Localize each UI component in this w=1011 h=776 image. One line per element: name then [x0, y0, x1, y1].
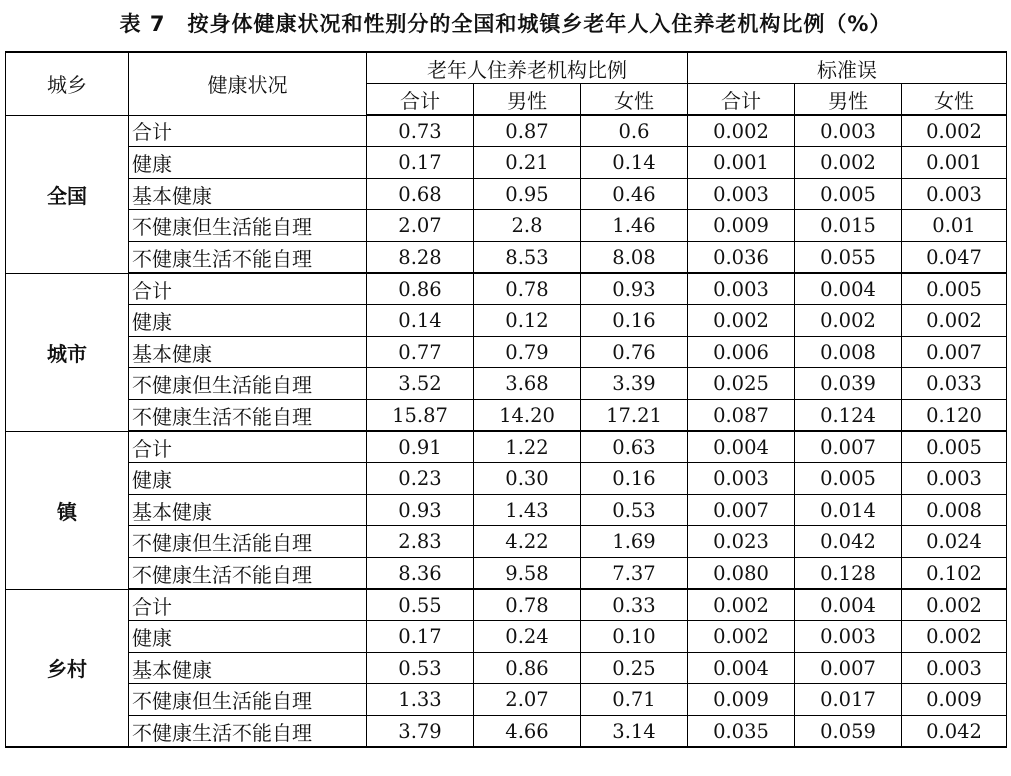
value-cell: 0.005: [795, 463, 902, 495]
value-cell: 3.79: [367, 715, 474, 747]
value-cell: 0.10: [581, 621, 688, 653]
value-cell: 0.120: [902, 400, 1007, 432]
value-cell: 17.21: [581, 400, 688, 432]
value-cell: 3.52: [367, 368, 474, 400]
value-cell: 1.33: [367, 684, 474, 716]
value-cell: 0.009: [688, 684, 795, 716]
header-group-se: 标准误: [688, 52, 1007, 84]
value-cell: 0.002: [795, 305, 902, 337]
value-cell: 0.001: [902, 147, 1007, 179]
value-cell: 0.004: [795, 273, 902, 305]
region-group: [6, 115, 1007, 273]
value-cell: 0.93: [367, 494, 474, 526]
header-col: 女性: [902, 84, 1007, 116]
value-cell: 0.93: [581, 273, 688, 305]
value-cell: 8.36: [367, 558, 474, 590]
value-cell: 3.14: [581, 715, 688, 747]
table-row: [6, 400, 1007, 432]
value-cell: 8.28: [367, 242, 474, 274]
value-cell: 2.8: [474, 210, 581, 242]
value-cell: 0.53: [581, 494, 688, 526]
value-cell: 0.79: [474, 336, 581, 368]
value-cell: 0.002: [688, 115, 795, 147]
value-cell: 0.68: [367, 178, 474, 210]
table-header: [6, 52, 1007, 115]
status-cell: 基本健康: [129, 178, 367, 210]
status-cell: 不健康生活不能自理: [129, 715, 367, 747]
value-cell: 2.07: [367, 210, 474, 242]
value-cell: 0.005: [902, 431, 1007, 463]
value-cell: 0.007: [795, 431, 902, 463]
table-row: [6, 494, 1007, 526]
value-cell: 0.77: [367, 336, 474, 368]
value-cell: 0.30: [474, 463, 581, 495]
status-cell: 合计: [129, 431, 367, 463]
region-group: [6, 431, 1007, 589]
region-cell: 乡村: [6, 589, 129, 747]
value-cell: 0.14: [581, 147, 688, 179]
value-cell: 0.6: [581, 115, 688, 147]
value-cell: 0.024: [902, 526, 1007, 558]
value-cell: 0.16: [581, 463, 688, 495]
status-cell: 健康: [129, 305, 367, 337]
value-cell: 3.68: [474, 368, 581, 400]
value-cell: 0.002: [688, 305, 795, 337]
value-cell: 1.46: [581, 210, 688, 242]
status-cell: 不健康但生活能自理: [129, 210, 367, 242]
value-cell: 0.003: [902, 178, 1007, 210]
header-col: 男性: [795, 84, 902, 116]
value-cell: 1.22: [474, 431, 581, 463]
value-cell: 0.01: [902, 210, 1007, 242]
value-cell: 0.008: [902, 494, 1007, 526]
value-cell: 0.007: [688, 494, 795, 526]
value-cell: 0.008: [795, 336, 902, 368]
value-cell: 0.042: [795, 526, 902, 558]
value-cell: 0.14: [367, 305, 474, 337]
value-cell: 0.003: [688, 463, 795, 495]
value-cell: 0.003: [902, 463, 1007, 495]
value-cell: 0.17: [367, 621, 474, 653]
table-row: [6, 715, 1007, 747]
value-cell: 9.58: [474, 558, 581, 590]
value-cell: 0.009: [688, 210, 795, 242]
table-row: [6, 178, 1007, 210]
value-cell: 0.033: [902, 368, 1007, 400]
data-table: [5, 51, 1007, 748]
value-cell: 0.002: [902, 589, 1007, 621]
table-title: 表 7 按身体健康状况和性别分的全国和城镇乡老年人入住养老机构比例（%）: [119, 12, 892, 36]
value-cell: 0.002: [902, 305, 1007, 337]
value-cell: 0.014: [795, 494, 902, 526]
value-cell: 0.035: [688, 715, 795, 747]
value-cell: 0.55: [367, 589, 474, 621]
value-cell: 14.20: [474, 400, 581, 432]
table-row: [6, 115, 1007, 147]
value-cell: 0.17: [367, 147, 474, 179]
value-cell: 0.73: [367, 115, 474, 147]
status-cell: 健康: [129, 147, 367, 179]
value-cell: 0.059: [795, 715, 902, 747]
status-cell: 健康: [129, 621, 367, 653]
region-group: [6, 589, 1007, 747]
value-cell: 0.21: [474, 147, 581, 179]
value-cell: 0.25: [581, 652, 688, 684]
table-row: [6, 305, 1007, 337]
value-cell: 0.080: [688, 558, 795, 590]
region-cell: 全国: [6, 115, 129, 273]
value-cell: 0.86: [367, 273, 474, 305]
status-cell: 不健康生活不能自理: [129, 558, 367, 590]
header-col: 合计: [367, 84, 474, 116]
status-cell: 基本健康: [129, 336, 367, 368]
table-row: [6, 336, 1007, 368]
table-row: [6, 621, 1007, 653]
status-cell: 基本健康: [129, 652, 367, 684]
value-cell: 0.91: [367, 431, 474, 463]
header-group-ratio: 老年人住养老机构比例: [367, 52, 688, 84]
region-cell: 城市: [6, 273, 129, 431]
table-row: [6, 684, 1007, 716]
status-cell: 合计: [129, 589, 367, 621]
value-cell: 0.005: [795, 178, 902, 210]
value-cell: 0.003: [795, 621, 902, 653]
header-status: 健康状况: [129, 52, 367, 115]
value-cell: 0.003: [795, 115, 902, 147]
value-cell: 0.102: [902, 558, 1007, 590]
table-row: [6, 526, 1007, 558]
value-cell: 0.055: [795, 242, 902, 274]
value-cell: 15.87: [367, 400, 474, 432]
value-cell: 0.025: [688, 368, 795, 400]
table-row: [6, 210, 1007, 242]
value-cell: 0.124: [795, 400, 902, 432]
value-cell: 0.087: [688, 400, 795, 432]
value-cell: 0.047: [902, 242, 1007, 274]
value-cell: 0.005: [902, 273, 1007, 305]
value-cell: 0.036: [688, 242, 795, 274]
value-cell: 0.33: [581, 589, 688, 621]
value-cell: 3.39: [581, 368, 688, 400]
value-cell: 0.86: [474, 652, 581, 684]
status-cell: 基本健康: [129, 494, 367, 526]
value-cell: 0.001: [688, 147, 795, 179]
value-cell: 0.002: [902, 621, 1007, 653]
value-cell: 0.004: [688, 431, 795, 463]
status-cell: 合计: [129, 115, 367, 147]
value-cell: 0.53: [367, 652, 474, 684]
header-col: 合计: [688, 84, 795, 116]
value-cell: 0.16: [581, 305, 688, 337]
status-cell: 不健康但生活能自理: [129, 368, 367, 400]
status-cell: 不健康生活不能自理: [129, 242, 367, 274]
table-row: [6, 273, 1007, 305]
header-region: 城乡: [6, 52, 129, 115]
value-cell: 0.009: [902, 684, 1007, 716]
status-cell: 合计: [129, 273, 367, 305]
value-cell: 0.002: [688, 621, 795, 653]
value-cell: 0.023: [688, 526, 795, 558]
value-cell: 0.76: [581, 336, 688, 368]
table-row: [6, 558, 1007, 590]
value-cell: 0.017: [795, 684, 902, 716]
status-cell: 不健康但生活能自理: [129, 526, 367, 558]
table-row: [6, 463, 1007, 495]
value-cell: 0.002: [688, 589, 795, 621]
value-cell: 4.66: [474, 715, 581, 747]
value-cell: 0.002: [795, 147, 902, 179]
value-cell: 0.12: [474, 305, 581, 337]
value-cell: 0.004: [795, 589, 902, 621]
value-cell: 0.007: [795, 652, 902, 684]
value-cell: 0.039: [795, 368, 902, 400]
region-cell: 镇: [6, 431, 129, 589]
value-cell: 8.53: [474, 242, 581, 274]
table-row: [6, 242, 1007, 274]
value-cell: 4.22: [474, 526, 581, 558]
value-cell: 0.63: [581, 431, 688, 463]
value-cell: 0.78: [474, 589, 581, 621]
value-cell: 0.46: [581, 178, 688, 210]
status-cell: 不健康但生活能自理: [129, 684, 367, 716]
value-cell: 7.37: [581, 558, 688, 590]
value-cell: 0.042: [902, 715, 1007, 747]
header-col: 女性: [581, 84, 688, 116]
table-row: [6, 652, 1007, 684]
value-cell: 0.006: [688, 336, 795, 368]
value-cell: 1.43: [474, 494, 581, 526]
value-cell: 0.004: [688, 652, 795, 684]
table-row: [6, 147, 1007, 179]
value-cell: 2.07: [474, 684, 581, 716]
status-cell: 不健康生活不能自理: [129, 400, 367, 432]
value-cell: 0.007: [902, 336, 1007, 368]
table-row: [6, 368, 1007, 400]
value-cell: 2.83: [367, 526, 474, 558]
value-cell: 0.003: [688, 178, 795, 210]
value-cell: 0.78: [474, 273, 581, 305]
value-cell: 0.23: [367, 463, 474, 495]
value-cell: 0.002: [902, 115, 1007, 147]
value-cell: 0.87: [474, 115, 581, 147]
value-cell: 0.003: [902, 652, 1007, 684]
status-cell: 健康: [129, 463, 367, 495]
value-cell: 8.08: [581, 242, 688, 274]
value-cell: 0.128: [795, 558, 902, 590]
region-group: [6, 273, 1007, 431]
value-cell: 0.015: [795, 210, 902, 242]
value-cell: 0.95: [474, 178, 581, 210]
table-row: [6, 589, 1007, 621]
value-cell: 0.71: [581, 684, 688, 716]
value-cell: 0.24: [474, 621, 581, 653]
header-col: 男性: [474, 84, 581, 116]
value-cell: 0.003: [688, 273, 795, 305]
table-row: [6, 431, 1007, 463]
value-cell: 1.69: [581, 526, 688, 558]
